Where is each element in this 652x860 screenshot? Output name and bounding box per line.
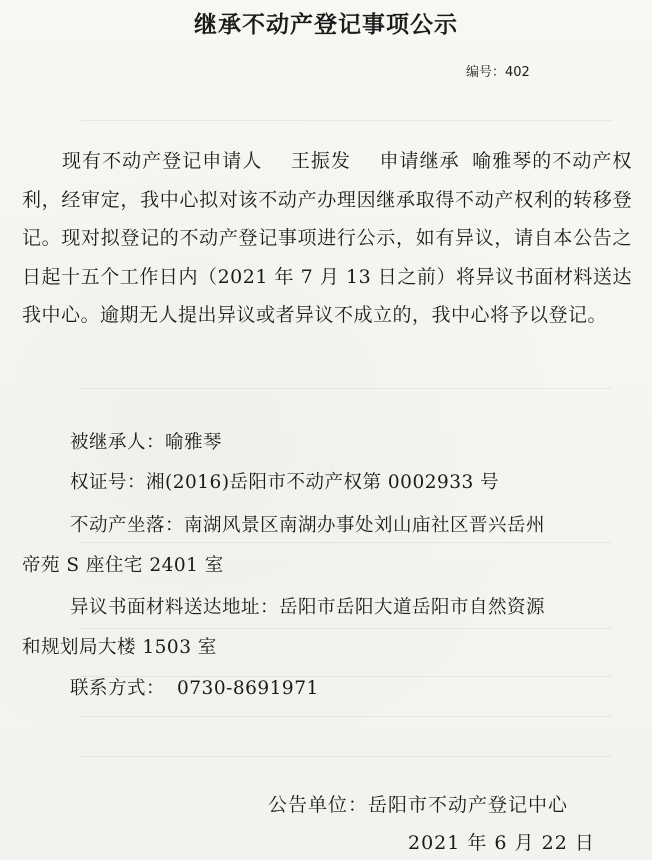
issuer-label: 公告单位：	[268, 794, 369, 816]
heir-label: 被继承人：	[70, 432, 166, 453]
bleed-through-line	[80, 716, 612, 717]
heir-value: 喻雅琴	[165, 432, 223, 453]
issuer-line	[268, 790, 568, 817]
page-title: 继承不动产登记事项公示	[194, 12, 458, 38]
certificate-label: 权证号：	[70, 472, 147, 493]
bleed-through-line	[80, 628, 612, 629]
applicant-prefix: 现有不动产登记申请人	[62, 150, 263, 172]
notice-date: 2021 年 6 月 22 日	[408, 832, 595, 854]
inherit-label: 申请继承	[378, 150, 460, 172]
contact-value: 0730-8691971	[177, 678, 319, 699]
property-location-label: 不动产坐落：	[70, 515, 185, 536]
objection-address-line	[70, 593, 545, 619]
document-number-value: 402	[505, 65, 530, 80]
notice-paragraph	[22, 142, 632, 335]
notice-body-text: 的不动产权利，经审定，我中心拟对该不动产办理因继承取得不动产权利的转移登记。现对拟登记的不动产登记事项进行公示，如有异议，请自本公告之日起十五个工作日内（2021 年 7 月 13 日之前）将异议书面材料送达我中心。逾期无人提出异议或者异议不成立的，我中心将予以登记。	[22, 150, 632, 326]
decedent-name: 喻雅琴	[471, 150, 533, 172]
bleed-through-line	[80, 120, 612, 121]
objection-address-value: 岳阳市岳阳大道岳阳市自然资源	[279, 597, 546, 618]
bleed-through-line	[80, 756, 612, 757]
bleed-through-line	[80, 388, 612, 389]
applicant-name: 王振发	[290, 150, 351, 172]
bleed-through-line	[80, 542, 612, 543]
property-location-line-2: 帝苑 S 座住宅 2401 室	[22, 555, 224, 576]
objection-address-line-2: 和规划局大楼 1503 室	[22, 637, 217, 658]
contact-line	[70, 674, 319, 700]
issuer-name: 岳阳市不动产登记中心	[368, 794, 569, 816]
heir-line	[70, 428, 222, 454]
property-location-line	[70, 511, 545, 537]
certificate-line	[70, 468, 499, 494]
property-location-value: 南湖风景区南湖办事处刘山庙社区晋兴岳州	[184, 515, 546, 536]
objection-address-label: 异议书面材料送达地址：	[70, 597, 280, 618]
contact-label: 联系方式：	[70, 678, 166, 699]
certificate-value: 湘(2016)岳阳市不动产权第 0002933 号	[146, 472, 500, 493]
document-number	[466, 61, 530, 80]
document-number-label: 编号：	[466, 65, 506, 80]
